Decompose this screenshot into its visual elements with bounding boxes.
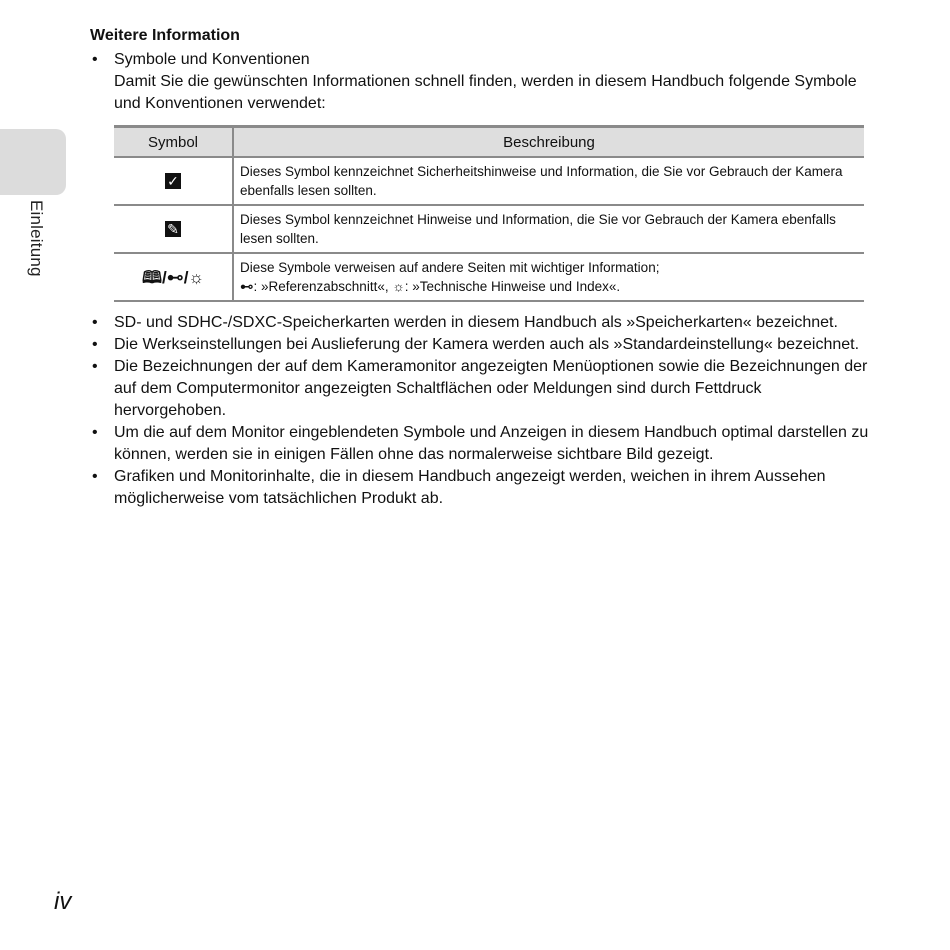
- list-item: [90, 49, 870, 115]
- list-item: • Die Bezeichnungen der auf dem Kameramonitor angezeigten Menüoptionen sowie die Bezeichnungen der auf dem Computermonitor angezeigten Schaltflächen oder Meldungen sind durch Fettdruck hervorgehoben.: [90, 356, 870, 422]
- binoculars-icon: ⊷: [240, 279, 254, 294]
- table-row: [114, 157, 864, 205]
- section-label: Einleitung: [27, 200, 46, 277]
- main-content: [90, 27, 870, 510]
- list-item: • SD- und SDHC-/SDXC-Speicherkarten werden in diesem Handbuch als »Speicherkarten« bezeichnet.: [90, 312, 870, 334]
- description-cell: [233, 253, 864, 301]
- list-item: • Um die auf dem Monitor eingeblendeten Symbole und Anzeigen in diesem Handbuch optimal darstellen zu können, werden sie in einigen Fällen ohne das normalerweise sichtbare Bild gezeigt.: [90, 422, 870, 466]
- intro-title: • Symbole und Konventionen: [114, 51, 310, 68]
- bulb-icon: ☼: [392, 279, 405, 294]
- symbol-cell: 🕮/⊷/☼: [114, 253, 233, 301]
- reference-text: : »Referenzabschnitt«,: [253, 279, 393, 294]
- technical-text: : »Technische Hinweise und Index«.: [404, 279, 621, 294]
- checkmark-box-icon: ✓: [165, 173, 181, 189]
- binoculars-icon: ⊷: [166, 267, 184, 287]
- book-icon: 🕮: [141, 267, 162, 287]
- list-item: • Grafiken und Monitorinhalte, die in diesem Handbuch angezeigt werden, weichen in ihrem Aussehen möglicherweise vom tatsächlichen Produkt ab.: [90, 466, 870, 510]
- description-line: Diese Symbole verweisen auf andere Seiten mit wichtiger Information;: [240, 260, 660, 275]
- symbol-table: [114, 125, 864, 302]
- column-header-description: Beschreibung: [233, 127, 864, 158]
- bulb-icon: ☼: [188, 267, 205, 287]
- section-heading: Weitere Information: [90, 27, 240, 44]
- pencil-box-icon: ✎: [165, 221, 181, 237]
- symbol-cell: [114, 157, 233, 205]
- table-row: [114, 253, 864, 301]
- notes-list: [90, 312, 870, 510]
- section-tab: [0, 129, 66, 195]
- column-header-symbol: Symbol: [114, 127, 233, 158]
- symbol-cell: [114, 205, 233, 253]
- intro-text: Damit Sie die gewünschten Informationen schnell finden, werden in diesem Handbuch folgende Symbole und Konventionen verwendet:: [114, 73, 857, 112]
- table-row: [114, 205, 864, 253]
- table-header-row: [114, 127, 864, 158]
- page-number: iv: [54, 888, 72, 915]
- description-cell: Dieses Symbol kennzeichnet Hinweise und Information, die Sie vor Gebrauch der Kamera ebenfalls lesen sollten.: [233, 205, 864, 253]
- list-item: • Die Werkseinstellungen bei Auslieferung der Kamera werden auch als »Standardeinstellung« bezeichnet.: [90, 334, 870, 356]
- intro-list: [90, 49, 870, 115]
- description-cell: Dieses Symbol kennzeichnet Sicherheitshinweise und Information, die Sie vor Gebrauch der Kamera ebenfalls lesen sollten.: [233, 157, 864, 205]
